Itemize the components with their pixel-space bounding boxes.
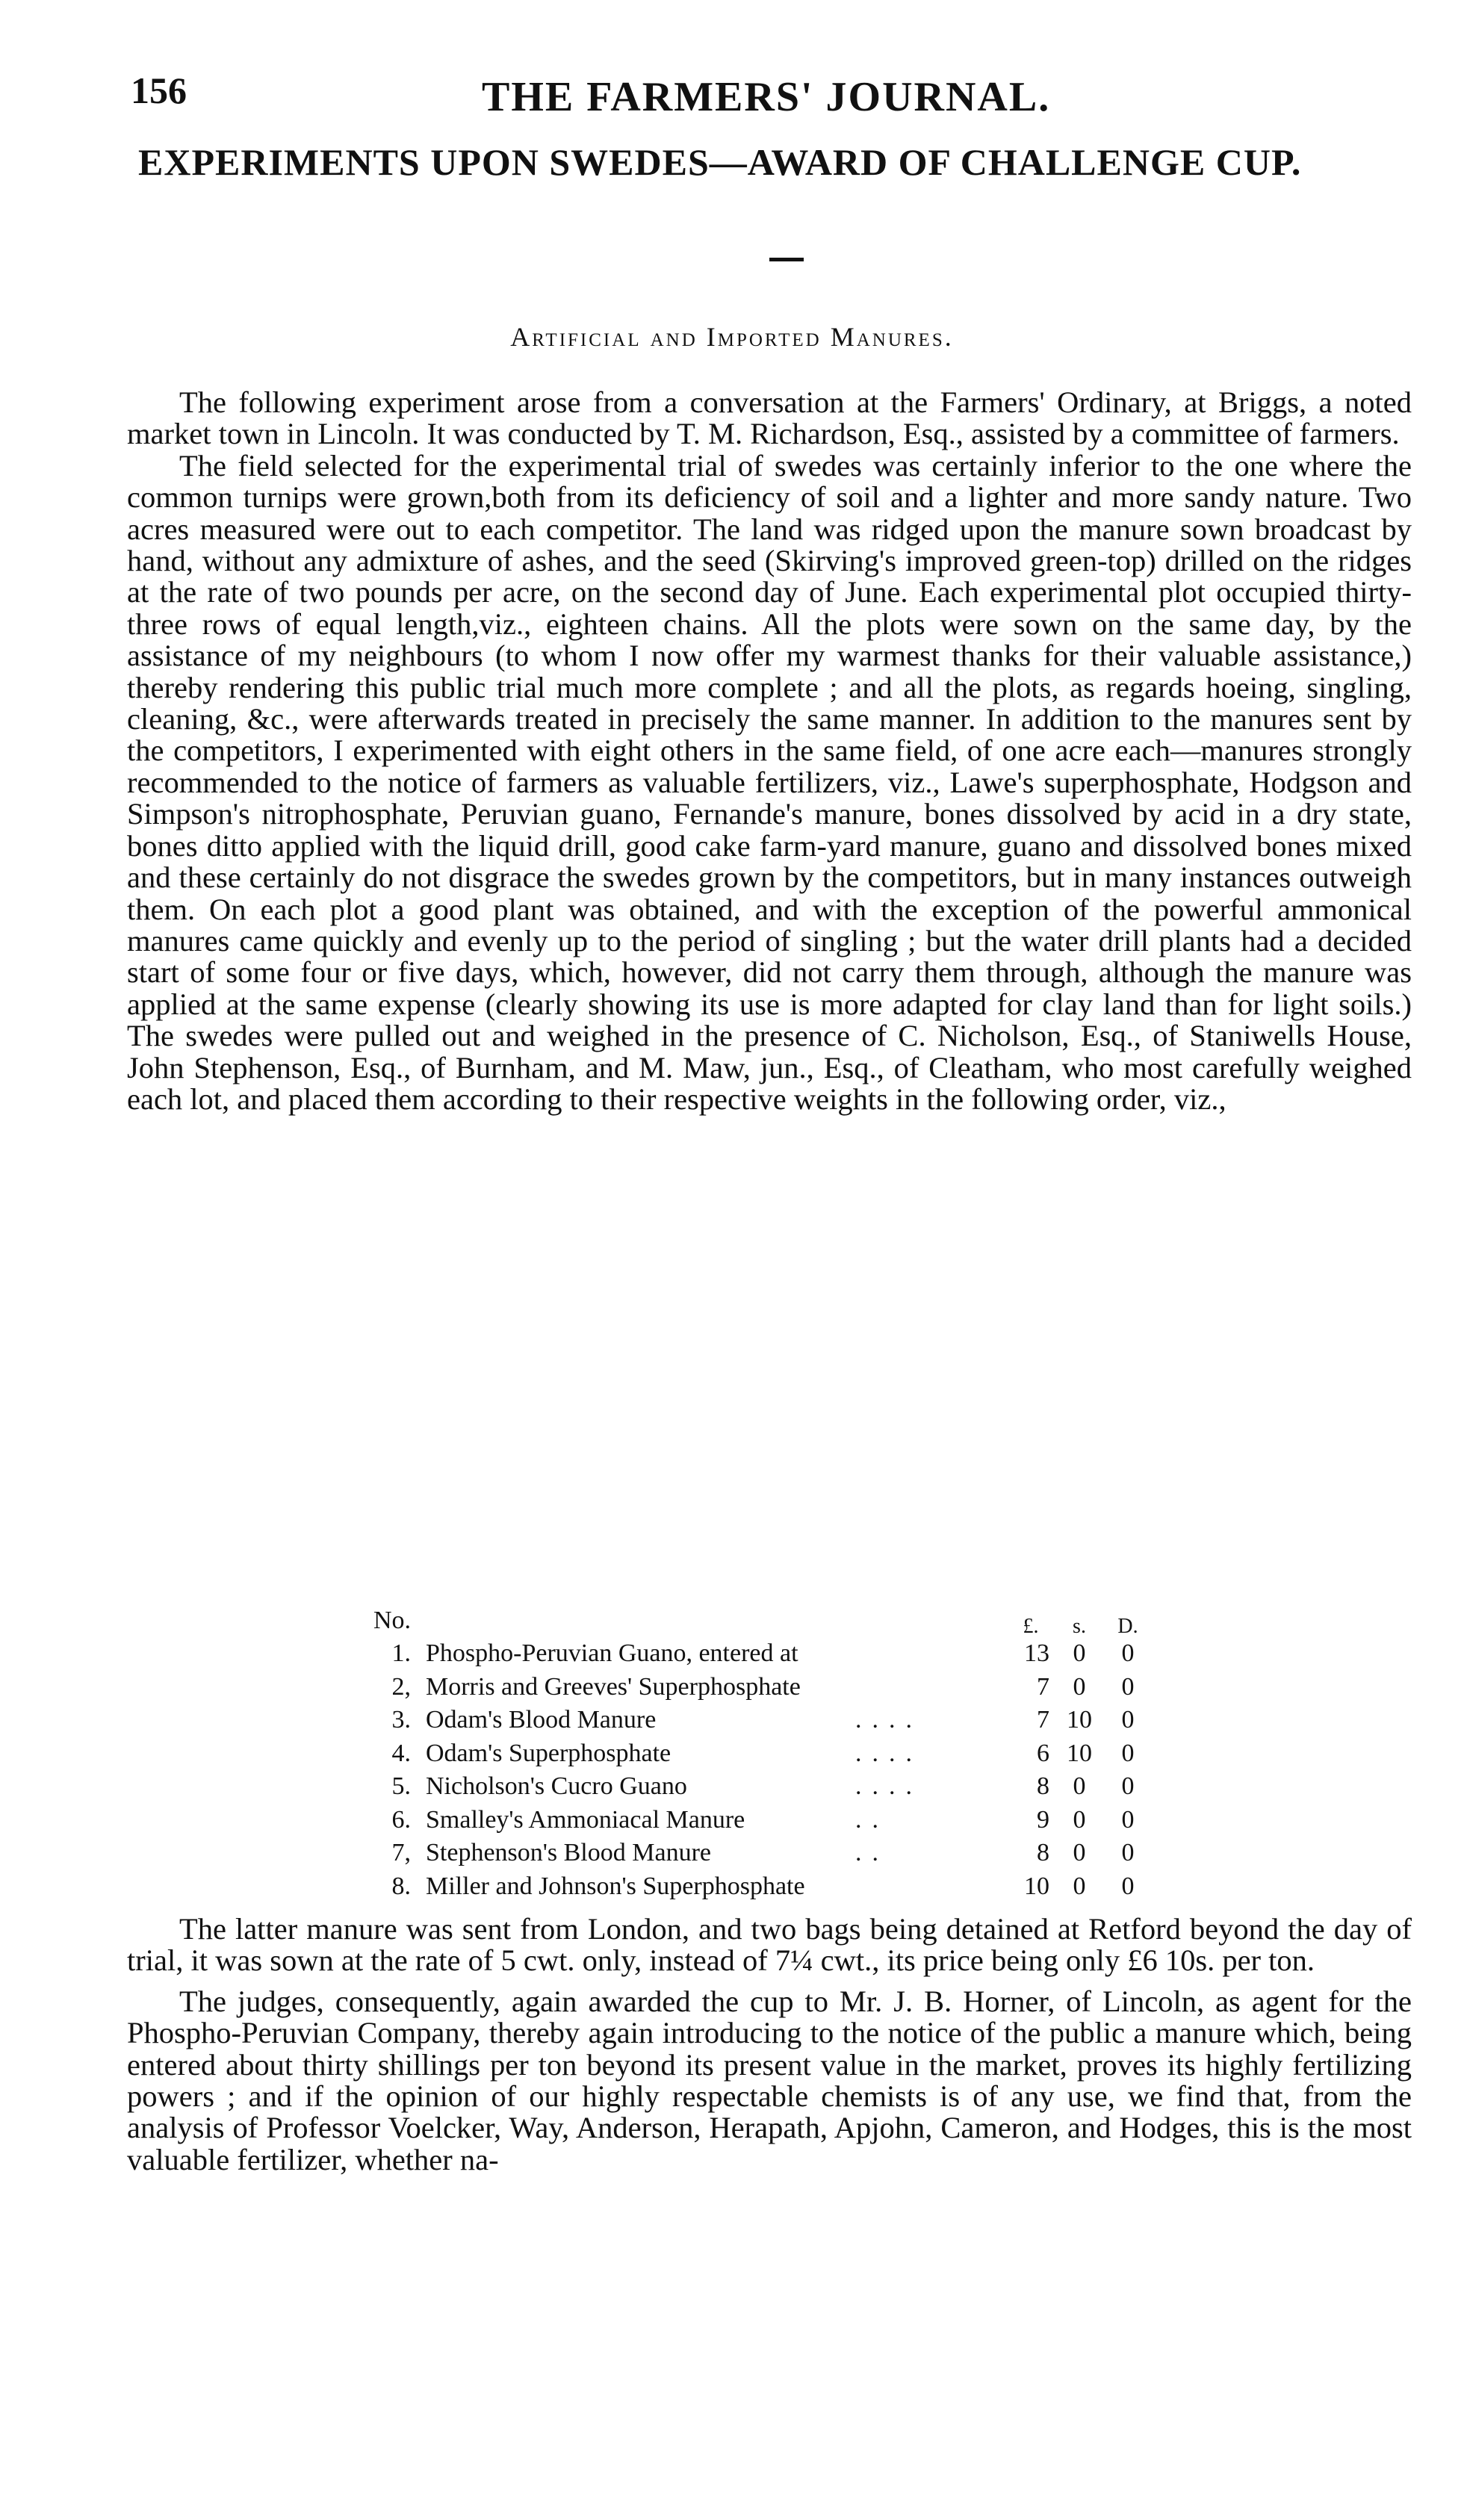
journal-title: THE FARMERS' JOURNAL. [482,74,1051,120]
paragraph-intro: The following experiment arose from a conversation at the Farmers' Ordinary, at Briggs, a noted market town in Lincoln. It was conducted by T. M. Richardson, Esq., assisted by a committee of farmers. [127,385,1412,451]
price-pounds: 7 [1037,1706,1049,1734]
row-number: 4. [391,1739,411,1767]
manure-name: Odam's Superphosphate [426,1739,671,1767]
paragraph-latter-manure: The latter manure was sent from London, and two bags being detained at Retford beyond the day of trial, it was sown at the rate of 5 cwt. only, instead of 7¼ cwt., its price being only £6 10s. per ton. [127,1912,1412,1978]
price-pence: 0 [1121,1839,1135,1866]
table-row [373,1870,1210,1904]
price-pounds: 9 [1037,1805,1049,1834]
table-row [373,1770,1210,1804]
paragraph-experiment: The field selected for the experimental trial of swedes was certainly inferior to the one where the common turnips were grown,both from its deficiency of soil and a lighter and more sandy nature. Two acres measured were out to each competitor. The land was ridged upon the manure sown broadcast by hand, without any admixture of ashes, and the seed (Skirving's improved green-top) drilled on the ridges at the rate of two pounds per acre, on the second day of June. Each experimental plot occupied thirty-three rows of equal length,viz., eighteen chains. All the plots were sown on the same day, by the assistance of my neighbours (to whom I now offer my warmest thanks for their valuable assistance,) thereby rendering this public trial much more complete ; and all the plots, as regards hoeing, singling, cleaning, &c., were afterwards treated in precisely the same manner. In addition to the manures sent by the competitors, I experimented with eight others in the same field, of one acre each—manures strongly recommended to the notice of farmers as valuable fertilizers, viz., Lawe's superphosphate, Hodgson and Simpson's nitrophosphate, Peruvian guano, Fernande's manure, bones dissolved by acid in a dry state, bones ditto applied with the liquid drill, good cake farm-yard manure, guano and dissolved bones mixed and these certainly do not disgrace the swedes grown by the competitors, but in many instances outweigh them. On each plot a good plant was obtained, and with the exception of the powerful ammonical manures came quickly and evenly up to the period of singling ; but the water drill plants had a decided start of some four or five days, which, however, did not carry them through, although the manure was applied at the same expense (clearly showing its use is more adapted for clay land than for light soils.) The swedes were pulled out and weighed in the presence of C. Nicholson, Esq., of Staniwells House, John Stephenson, Esq., of Burnham, and M. Maw, jun., Esq., of Cleatham, who most carefully weighed each lot, and placed them according to their respective weights in the following order, viz., [127,448,1412,1116]
price-shillings: 0 [1073,1772,1086,1800]
article-body [127,387,1412,1115]
price-pounds: 6 [1037,1739,1049,1767]
article-title: EXPERIMENTS UPON SWEDES—AWARD OF CHALLENGE CUP. [138,141,1302,183]
manure-table [373,1604,1210,1903]
table-header [373,1604,1210,1637]
column-header-no: No. [373,1607,412,1634]
leader-dots: .. [855,1805,889,1834]
table-row [373,1837,1210,1870]
price-pence: 0 [1121,1672,1135,1701]
row-number: 6. [391,1805,411,1834]
page-number: 156 [131,69,187,111]
price-pence: 0 [1121,1772,1135,1800]
table-row [373,1704,1210,1737]
leader-dots: .... [855,1706,922,1734]
price-pounds: 8 [1037,1772,1049,1800]
manure-name: Phospho-Peruvian Guano, entered at [426,1639,798,1667]
price-pounds: 8 [1037,1839,1049,1866]
manure-name: Smalley's Ammoniacal Manure [426,1805,745,1834]
section-heading: Artificial and Imported Manures. [510,322,954,352]
column-header-pence: D. [1117,1615,1138,1638]
price-pence: 0 [1121,1805,1135,1834]
price-pounds: 7 [1037,1672,1049,1701]
row-number: 3. [391,1706,411,1734]
price-pence: 0 [1121,1706,1135,1734]
price-shillings: 10 [1067,1739,1092,1767]
price-pence: 0 [1121,1872,1135,1900]
title-rule [769,258,804,261]
leader-dots: .... [855,1739,922,1767]
row-number: 1. [391,1639,411,1667]
paragraph-judges-award: The judges, consequently, again awarded the cup to Mr. J. B. Horner, of Lincoln, as agent for the Phospho-Peruvian Company, thereby again introducing to the notice of the public a manure which, being entered about thirty shillings per ton beyond its present value in the market, proves its highly fertilizing powers ; and if the opinion of our highly respectable chemists is of any use, we find that, from the analysis of Professor Voelcker, Way, Anderson, Herapath, Apjohn, Cameron, and Hodges, this is the most valuable fertilizer, whether na- [127,1984,1412,2176]
price-shillings: 0 [1073,1672,1086,1701]
manure-name: Miller and Johnson's Superphosphate [426,1872,805,1900]
price-pounds: 13 [1024,1639,1049,1667]
manure-name: Nicholson's Cucro Guano [426,1772,687,1800]
table-row [373,1637,1210,1671]
running-head [131,69,1412,136]
leader-dots: .. [855,1839,889,1866]
manure-name: Stephenson's Blood Manure [426,1839,711,1866]
manure-name: Odam's Blood Manure [426,1706,657,1734]
price-shillings: 0 [1073,1839,1086,1866]
row-number: 7, [391,1839,411,1866]
leader-dots: .... [855,1772,922,1800]
table-row [373,1671,1210,1704]
price-shillings: 0 [1073,1872,1086,1900]
row-number: 2, [391,1672,411,1701]
row-number: 8. [391,1872,411,1900]
table-row [373,1737,1210,1771]
manure-name: Morris and Greeves' Superphosphate [426,1672,801,1701]
price-pounds: 10 [1024,1872,1049,1900]
column-header-shillings: s. [1073,1615,1086,1638]
price-shillings: 10 [1067,1706,1092,1734]
price-pence: 0 [1121,1639,1135,1667]
price-shillings: 0 [1073,1639,1086,1667]
price-pence: 0 [1121,1739,1135,1767]
table-row [373,1804,1210,1837]
row-number: 5. [391,1772,411,1800]
column-header-pounds: £. [1023,1615,1039,1638]
article-body-continued [127,1914,1412,2176]
price-shillings: 0 [1073,1805,1086,1834]
